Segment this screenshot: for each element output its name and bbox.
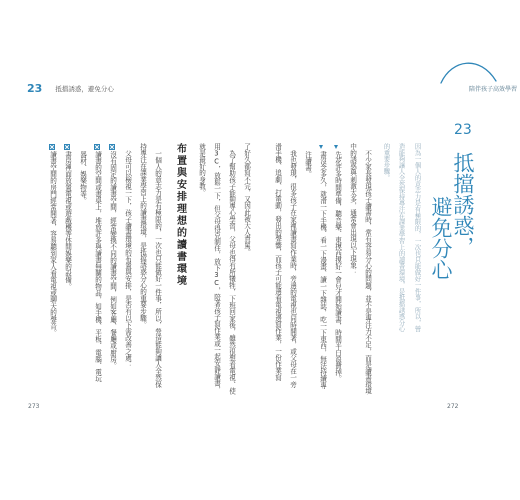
running-head-title: 抵擋誘惑，避免分心 [55,85,114,93]
list-item-text: 器材、娛樂物等。 [78,151,87,204]
body-text-line: 了好久都寫不完，又因此被大人責罵。 [242,143,251,256]
body-text-line: 滑手機、追劇、打電動，發出的聲響，而孩子可能邊看電視邊寫作業，一份作業寫 [273,143,282,381]
lead-text-line: 的重要步驟。 [382,143,390,181]
chapter-title-line: 抵擋誘惑， [451,152,475,257]
body-text-line: 就是最好的身教。 [197,143,206,196]
x-box-icon [64,144,70,150]
list-item-text: 書房裡面放置電視或遊戲機等休閒娛樂的設備。 [63,151,72,290]
body-text-line: 為了幫助孩子能夠專心學習，父母也得有所犧牲，下班回家後，雖然很想看電視、使 [227,149,236,394]
body-text-line: 持專注在課業學習上的讀書環境，是抵擋誘惑分心的重要步驟。 [138,143,147,328]
chapter-number: 23 [454,122,472,138]
arc-ornament-icon [438,55,518,87]
list-item-text: 先花許多時間準備，聽音樂、東摸西摸好一會兒才開始讀書，時間平白浪費掉。 [333,151,342,382]
body-text-line: 用3C，放鬆一下，但父母得克制住，放下3C，陪著孩子寫作業或一起安靜讀書， [212,143,221,393]
body-text-line: 中的誘惑與刺激太多，通常會出現以下現象： [348,143,357,275]
chapter-title-line: 避免分心 [429,196,453,280]
x-box-icon [94,144,100,150]
lead-text-line: 造能夠讓人全然保持專注在課業學習上的讀書環境，是抵擋誘惑分心 [397,143,405,332]
list-item-text: 沒有固定的讀書空間，經常變換不同的讀書空間，例如客廳、餐廳或廚房。 [108,151,117,369]
triangle-down-icon [319,145,323,149]
series-label: 陪伴孩子高效學習 [469,86,518,93]
page-number-right: 272 [447,403,459,410]
running-head-chapter-number: 23 [27,82,43,95]
running-head [27,78,114,97]
x-box-icon [49,144,55,150]
list-item-text: 注讀書。 [303,151,312,178]
list-item-text: 讀書的空間或書桌上，堆放許多與讀書無關的物品，如手機、平板、電腦、電玩 [93,151,102,382]
x-box-icon [109,144,115,150]
page-number-left: 273 [28,403,40,410]
body-text-line: 不少家長發現孩子讀書時，常有容易分心的問題，並不是專注力不足，而是讀書環境 [363,149,372,394]
triangle-down-icon [334,145,338,149]
section-heading: 布置與安排理想的讀書環境 [174,143,186,287]
list-item-text: 讀書空間的房門經常開著，容易聽到家人看電視或聊天的聲音。 [48,151,57,336]
body-text-line: 父母可以檢視一下，孩子讀書環境的布置與安排，是否有以下需改善之處： [123,149,132,368]
lead-text-line: 因為一個人的意志力是有極限的，一次也只能做好一件事，所以，營 [413,143,421,332]
list-item-text: 書沒念多久，就滑一下手機、看一下漫畫、讀一下雜誌，吃一下東西，無法持續專 [318,151,327,389]
body-text-line: 一個人的意志力是有極限的，一次也只能做好一件事，所以，營造能夠讓人全然保 [153,149,162,388]
body-text-line: 我也發現，很多孩子在家裡讀書寫作業時，旁邊的電視也同時開著，或父母在一旁 [288,149,297,388]
